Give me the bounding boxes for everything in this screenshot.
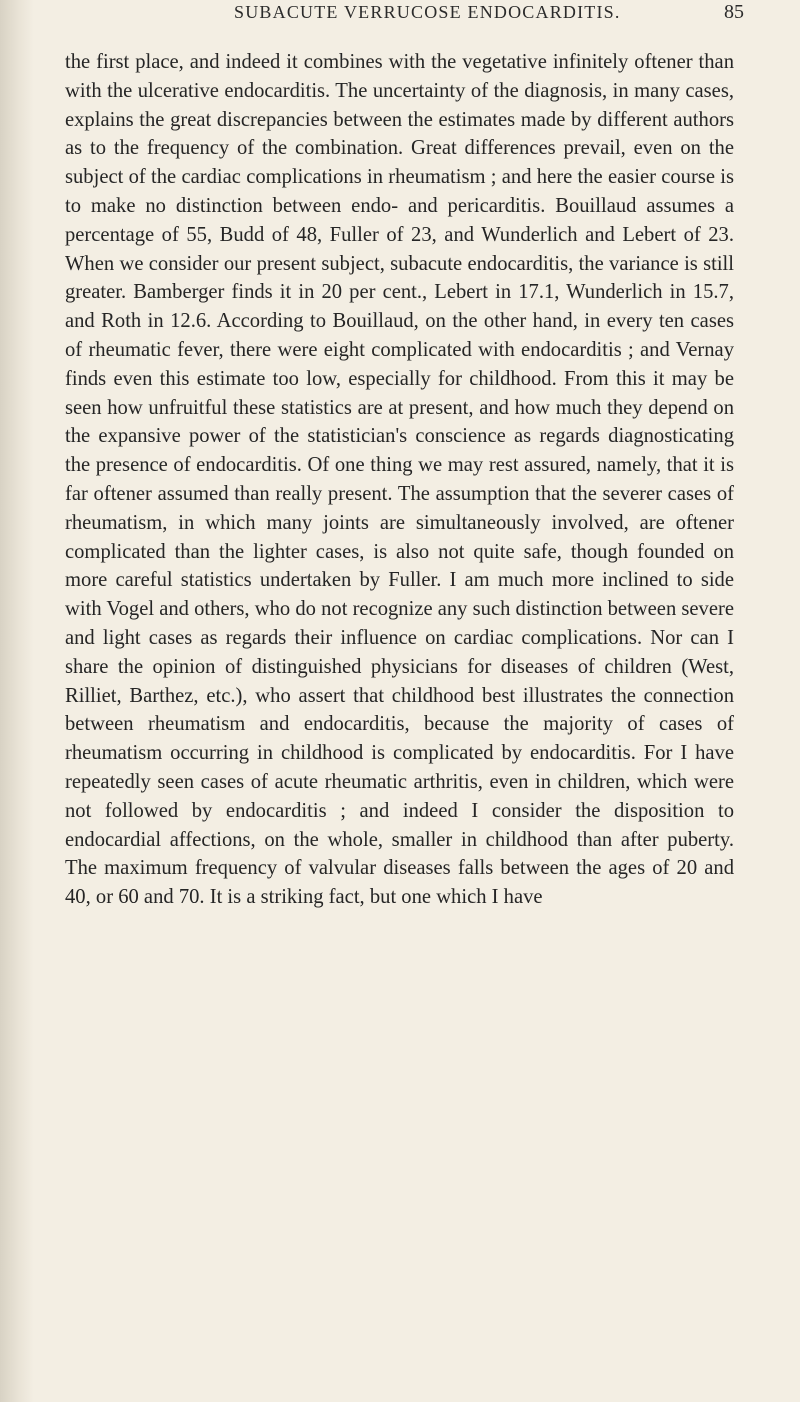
running-title: SUBACUTE VERRUCOSE ENDOCARDITIS. bbox=[234, 2, 621, 22]
page-gutter-shadow bbox=[0, 0, 34, 1402]
page-header bbox=[0, 2, 800, 32]
page-number: 85 bbox=[724, 1, 744, 23]
body-paragraph: the first place, and indeed it combines with the vegetative infinitely oftener than with the ulcerative endocarditis. The uncertainty of the diagnosis, in many cases, explains the great discrepancies between the estimates made by different authors as to the frequency of the combination. Great differences prevail, even on the subject of the cardiac complications in rheumatism ; and here the easier course is to make no distinction between endo- and pericarditis. Bouillaud assumes a percentage of 55, Budd of 48, Fuller of 23, and Wunderlich and Lebert of 23. When we consider our present subject, subacute endocarditis, the variance is still greater. Bamberger finds it in 20 per cent., Lebert in 17.1, Wunderlich in 15.7, and Roth in 12.6. According to Bouillaud, on the other hand, in every ten cases of rheumatic fever, there were eight complicated with endocarditis ; and Vernay finds even this estimate too low, especially for childhood. From this it may be seen how unfruitful these statistics are at present, and how much they depend on the expansive power of the statistician's conscience as regards diagnosticating the presence of endocarditis. Of one thing we may rest assured, namely, that it is far oftener assumed than really present. The assumption that the severer cases of rheumatism, in which many joints are simultaneously involved, are oftener complicated than the lighter cases, is also not quite safe, though founded on more careful statistics undertaken by Fuller. I am much more inclined to side with Vogel and others, who do not recognize any such distinction between severe and light cases as regards their influence on cardiac complications. Nor can I share the opinion of distinguished physicians for diseases of children (West, Rilliet, Barthez, etc.), who assert that childhood best illustrates the connection between rheumatism and endocarditis, because the majority of cases of rheumatism occurring in childhood is complicated by endocarditis. For I have repeatedly seen cases of acute rheumatic arthritis, even in children, which were not followed by endocarditis ; and indeed I consider the disposition to endocardial affections, on the whole, smaller in childhood than after puberty. The maximum frequency of valvular diseases falls between the ages of 20 and 40, or 60 and 70. It is a striking fact, but one which I have bbox=[65, 51, 734, 909]
